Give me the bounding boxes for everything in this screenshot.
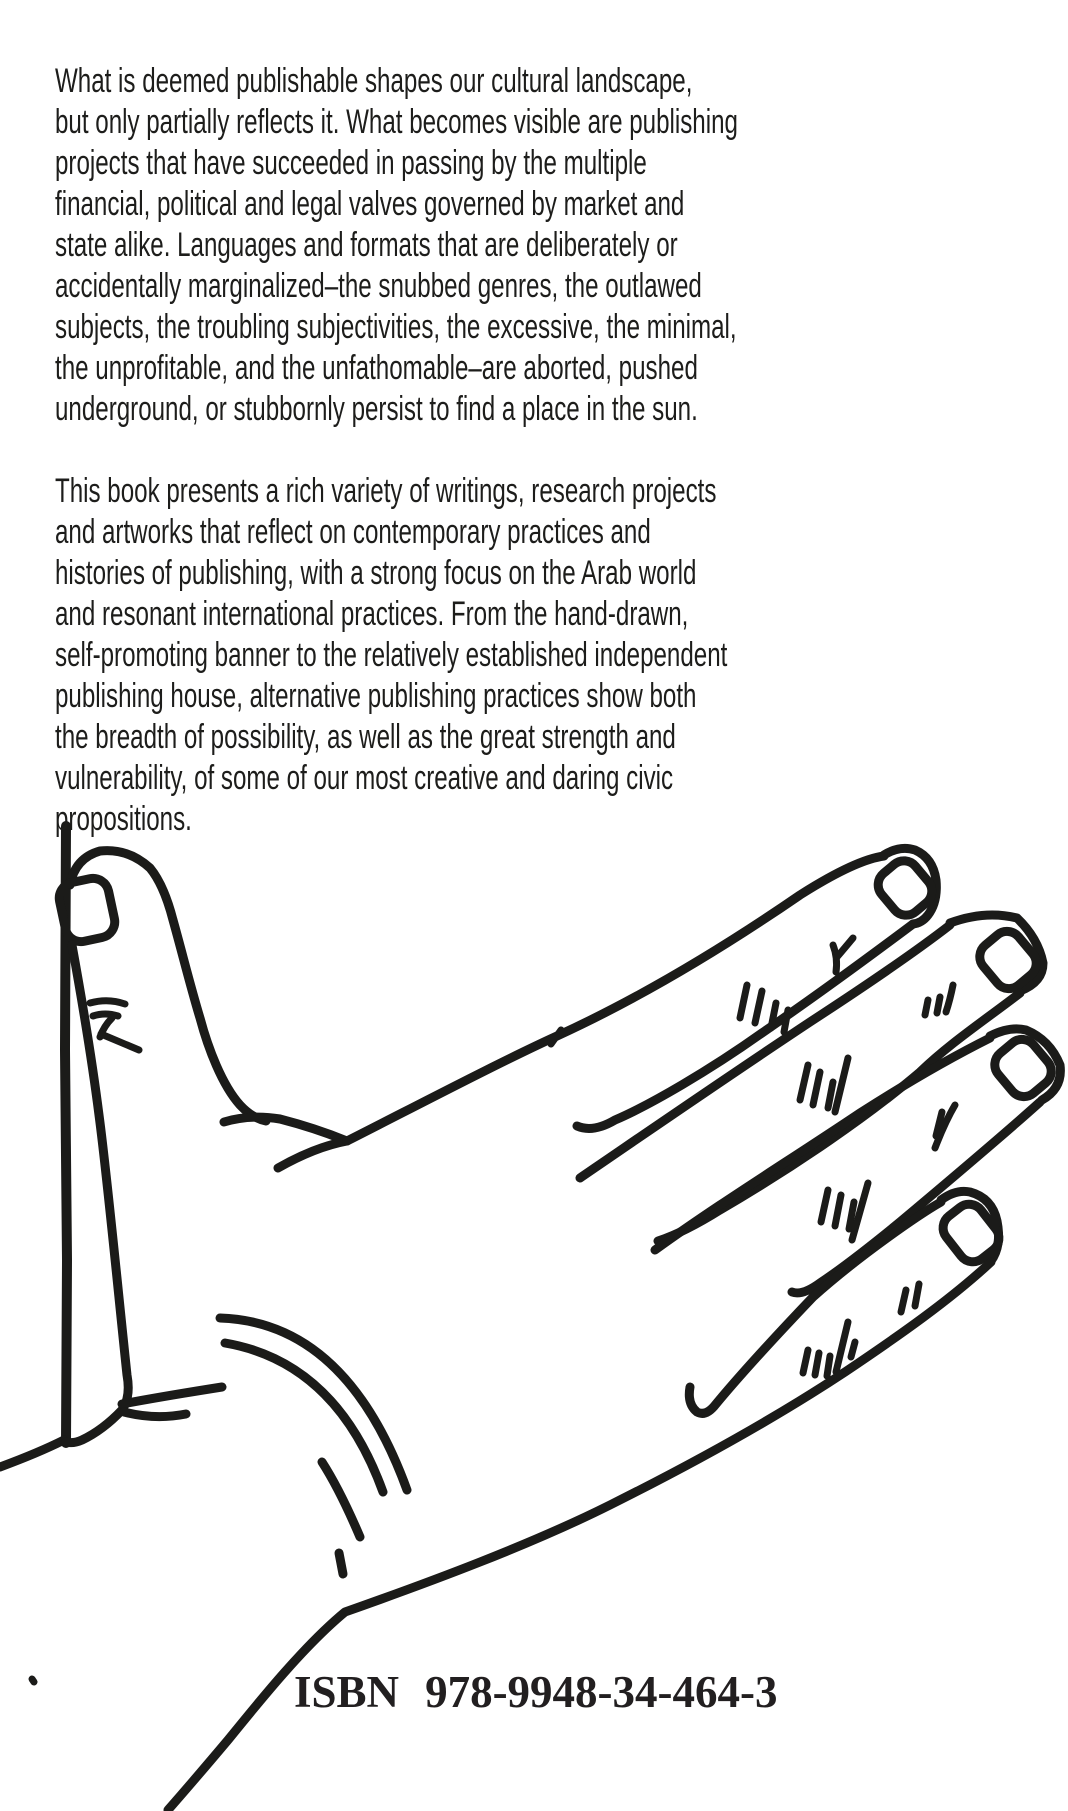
text-line: propositions. [55, 800, 192, 838]
thumb-web [224, 1117, 347, 1168]
stray-dot [32, 1679, 34, 1682]
isbn-number: 978-9948-34-464-3 [425, 1667, 778, 1717]
text-line: histories of publishing, with a strong focus on the Arab world [55, 554, 697, 592]
wrist-creases [32, 1318, 407, 1682]
isbn [294, 1666, 778, 1718]
text-line: state alike. Languages and formats that are deliberately or [55, 226, 678, 264]
hand-bottom-edge [168, 1262, 991, 1810]
text-line: What is deemed publishable shapes our cultural landscape, [55, 62, 693, 100]
text-line: the breadth of possibility, as well as the great strength and [55, 718, 676, 756]
text-line: This book presents a rich variety of writings, research projects [55, 472, 717, 510]
text-line: self-promoting banner to the relatively established independent [55, 636, 728, 674]
text-line: accidentally marginalized–the snubbed genres, the outlawed [55, 267, 702, 305]
text-line: but only partially reflects it. What becomes visible are publishing [55, 103, 738, 141]
text-line: and resonant international practices. From the hand-drawn, [55, 595, 689, 633]
text-line: projects that have succeeded in passing by the multiple [55, 144, 647, 182]
text-line: and artworks that reflect on contemporary practices and [55, 513, 651, 551]
paragraph-1 [55, 61, 907, 430]
text-line: publishing house, alternative publishing practices show both [55, 677, 697, 715]
index-finger [577, 848, 938, 1128]
text-line: the unprofitable, and the unfathomable–are aborted, pushed [55, 349, 698, 387]
text-line: subjects, the troubling subjectivities, the excessive, the minimal, [55, 308, 737, 346]
text-line: financial, political and legal valves governed by market and [55, 185, 685, 223]
paragraph-2 [55, 471, 907, 840]
text-line: vulnerability, of some of our most creative and daring civic [55, 759, 674, 797]
wall-line [0, 826, 67, 1467]
back-cover-text [55, 61, 907, 881]
isbn-label: ISBN [294, 1667, 400, 1717]
thumb [56, 851, 266, 1443]
text-line: underground, or stubbornly persist to find a place in the sun. [55, 390, 698, 428]
thumb-nail [56, 875, 117, 944]
